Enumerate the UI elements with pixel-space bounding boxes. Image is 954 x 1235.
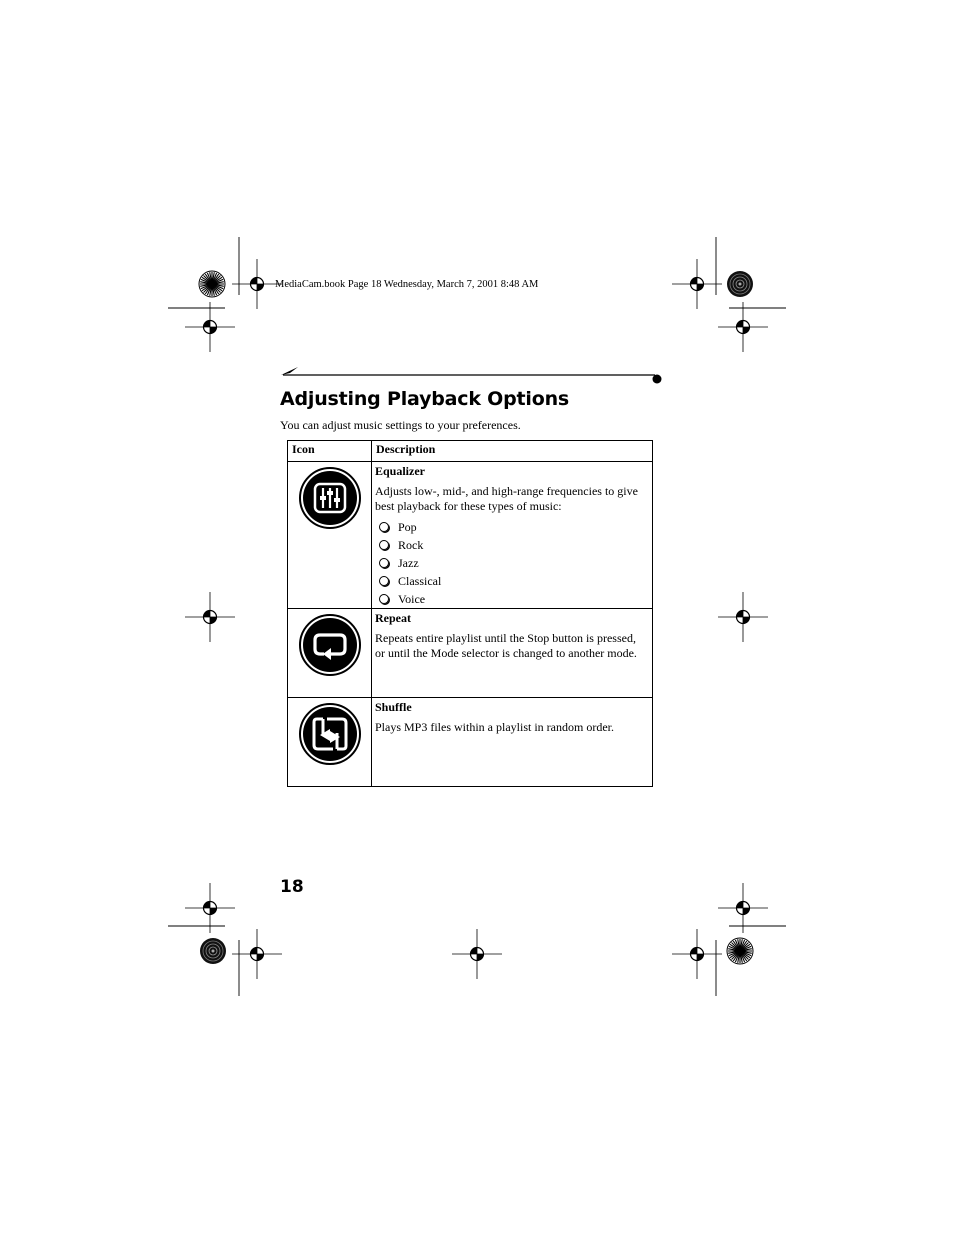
description-cell [372, 698, 653, 787]
list-item [375, 536, 648, 554]
equalizer-icon [299, 467, 361, 529]
description-cell [372, 462, 653, 609]
list-item [375, 572, 648, 590]
list-item [375, 554, 648, 572]
table-header-row [288, 441, 653, 462]
list-item [375, 518, 648, 536]
list-item [375, 590, 648, 608]
page-title: Adjusting Playback Options [280, 388, 570, 410]
option-name: Shuffle [375, 700, 412, 714]
music-type: Jazz [398, 555, 419, 570]
icon-cell [288, 698, 372, 787]
bullet-icon [379, 522, 389, 532]
music-type: Rock [398, 537, 424, 552]
music-type: Classical [398, 573, 442, 588]
section-rule [280, 366, 665, 386]
icon-cell [288, 609, 372, 698]
shuffle-icon [299, 703, 361, 765]
music-type: Pop [398, 519, 417, 534]
description-cell [372, 609, 653, 698]
playback-options-table [287, 440, 653, 787]
intro-text: You can adjust music settings to your preferences. [280, 418, 521, 432]
column-header-icon: Icon [288, 441, 372, 462]
bullet-icon [379, 576, 389, 586]
repeat-icon [299, 614, 361, 676]
table-row-repeat [288, 609, 653, 698]
option-description: Plays MP3 files within a playlist in random order. [375, 720, 614, 734]
table-row-equalizer [288, 462, 653, 609]
bullet-icon [379, 558, 389, 568]
option-name: Repeat [375, 611, 411, 625]
column-header-description: Description [372, 441, 653, 462]
page-number: 18 [280, 877, 304, 897]
table-row-shuffle [288, 698, 653, 787]
option-description: Repeats entire playlist until the Stop button is pressed, or until the Mode selector is changed to another mode. [375, 631, 637, 660]
music-type-list [375, 518, 648, 608]
bullet-icon [379, 540, 389, 550]
option-name: Equalizer [375, 464, 425, 478]
option-description: Adjusts low-, mid-, and high-range frequencies to give best playback for these types of music: [375, 484, 638, 513]
music-type: Voice [398, 591, 426, 606]
bullet-icon [379, 594, 389, 604]
book-header: MediaCam.book Page 18 Wednesday, March 7, 2001 8:48 AM [275, 279, 539, 290]
icon-cell [288, 462, 372, 609]
